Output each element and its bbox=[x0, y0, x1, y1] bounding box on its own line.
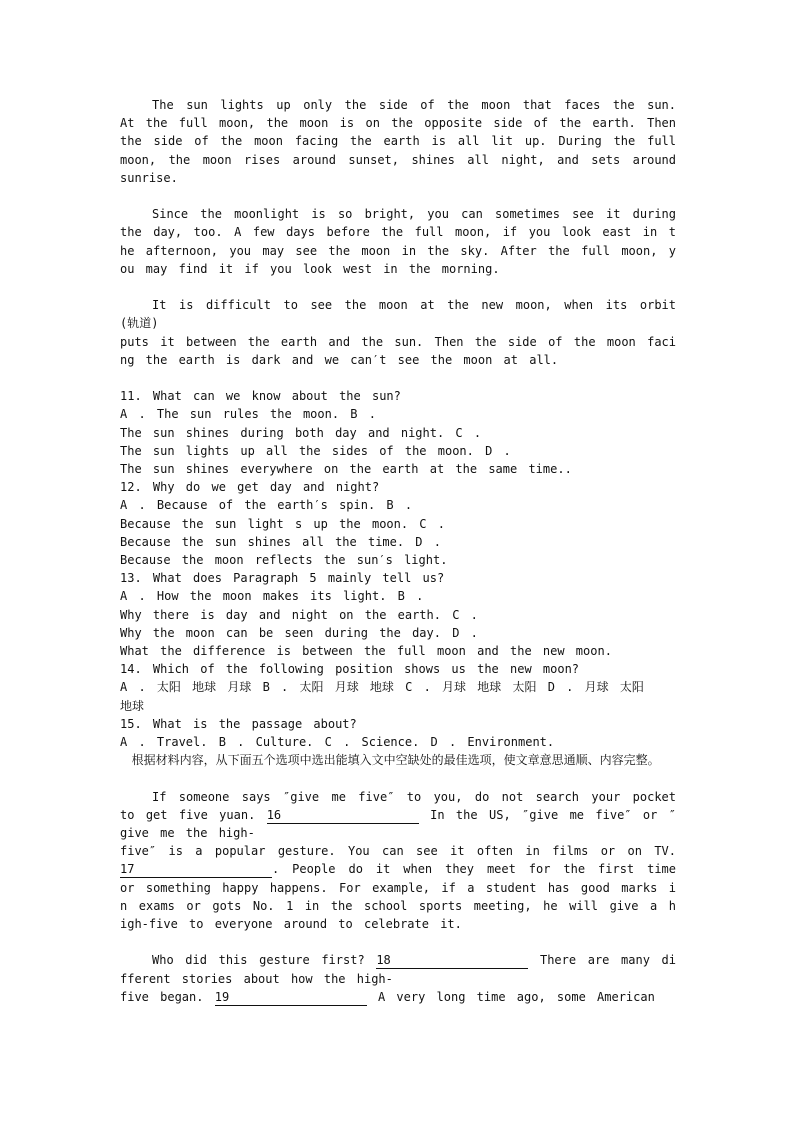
question-line: What the difference is between the full moon and the new moon. bbox=[120, 644, 612, 659]
question-line: 14. Which of the following position shows us the new moon? bbox=[120, 662, 580, 677]
passage-b-p2-text-c: five began. bbox=[120, 989, 204, 1004]
question-line: Why the moon can be seen during the day. D . bbox=[120, 625, 478, 640]
blank-18[interactable]: 18 bbox=[376, 953, 528, 969]
passage-a-paragraph-2 bbox=[120, 205, 688, 278]
passage-b-p2-text-d: A very long time ago, some American bbox=[377, 989, 655, 1004]
passage-a-p3-text: puts it between the earth and the sun. Then the side of the moon facing the earth is dark and we can′t see the moon at all. bbox=[120, 334, 676, 367]
blank-16[interactable]: 16 bbox=[267, 808, 419, 824]
question-line: A . The sun rules the moon. B . bbox=[120, 407, 376, 422]
passage-a-paragraph-3-cont bbox=[120, 333, 676, 369]
passage-b-p1-text-c: five″ is a popular gesture. You can see it often in films or on TV. bbox=[120, 844, 676, 859]
question-line: 13. What does Paragraph 5 mainly tell us? bbox=[120, 571, 445, 586]
question-line: Why there is day and night on the earth. C . bbox=[120, 607, 478, 622]
passage-b-p2-text-b: There are many different stories about how the high- bbox=[120, 953, 676, 986]
question-line: Because the sun light s up the moon. C . bbox=[120, 516, 445, 531]
question-line: The sun shines during both day and night. C . bbox=[120, 425, 482, 440]
passage-b-p2-text-a: Who did this gesture first? bbox=[152, 953, 365, 968]
question-line: 15. What is the passage about? bbox=[120, 716, 357, 731]
passage-b-p1-text-d: . People do it when they meet for the first time or something happy happens. For example, if a student has good marks in exams or gots No. 1 in the school sports meeting, he will give a high-five to everyone around to celebrate it. bbox=[120, 862, 688, 932]
passage-b-paragraph-2-cont bbox=[120, 988, 676, 1006]
question-list bbox=[120, 387, 676, 751]
passage-a-p1-text: The sun lights up only the side of the moon that faces the sun. At the full moon, the moon is on the opposite side of the earth. Then the side of the moon facing the earth is all lit up. During the full moon, the moon rises around sunset, shines all night, and sets around sunrise. bbox=[120, 98, 688, 185]
question-line: 12. Why do we get day and night? bbox=[120, 480, 380, 495]
passage-b-p1-text-b: In the US, ″give me five″ or ″give me the high- bbox=[120, 807, 676, 841]
question-line: Because the sun shines all the time. D . bbox=[120, 534, 441, 549]
passage-b-p1-text-a: If someone says ″give me five″ to you, do not search your pocket to get five yuan. bbox=[120, 789, 688, 822]
passage-b-paragraph-1-cont bbox=[120, 842, 688, 933]
passage-b-paragraph-1 bbox=[120, 788, 688, 843]
question-line: A . Travel. B . Culture. C . Science. D . Environment. bbox=[120, 735, 555, 750]
question-line: 11. What can we know about the sun? bbox=[120, 389, 401, 404]
passage-b-paragraph-2 bbox=[120, 951, 676, 987]
question-line: The sun shines everywhere on the earth at the same time.. bbox=[120, 462, 572, 477]
question-line: Because the moon reflects the sun′s light. bbox=[120, 553, 448, 568]
question-line: A . How the moon makes its light. B . bbox=[120, 589, 424, 604]
passage-a-p2-text: Since the moonlight is so bright, you can sometimes see it during the day, too. A few days before the full moon, if you look east in the afternoon, you may see the moon in the sky. After the full moon, you may find it if you look west in the morning. bbox=[120, 207, 688, 276]
question-line: A . 太阳 地球 月球 B . 太阳 月球 地球 C . 月球 地球 太阳 D . 月球 太阳 bbox=[120, 680, 644, 695]
passage-a-p3-first-line: It is difficult to see the moon at the new moon, when its orbit(轨道) bbox=[120, 298, 676, 331]
document-page bbox=[120, 96, 688, 1006]
instruction-text bbox=[120, 751, 676, 769]
blank-17[interactable]: 17 bbox=[120, 862, 272, 878]
passage-a-paragraph-1 bbox=[120, 96, 688, 187]
blank-19[interactable]: 19 bbox=[215, 990, 367, 1006]
question-line: A . Because of the earth′s spin. B . bbox=[120, 498, 413, 513]
question-line: 地球 bbox=[120, 698, 145, 713]
instruction-content: 根据材料内容，从下面五个选项中选出能填入文中空缺处的最佳选项，使文章意思通顺、内容完整。 bbox=[131, 753, 660, 768]
passage-a-paragraph-3 bbox=[120, 296, 676, 332]
question-line: The sun lights up all the sides of the moon. D . bbox=[120, 443, 511, 458]
